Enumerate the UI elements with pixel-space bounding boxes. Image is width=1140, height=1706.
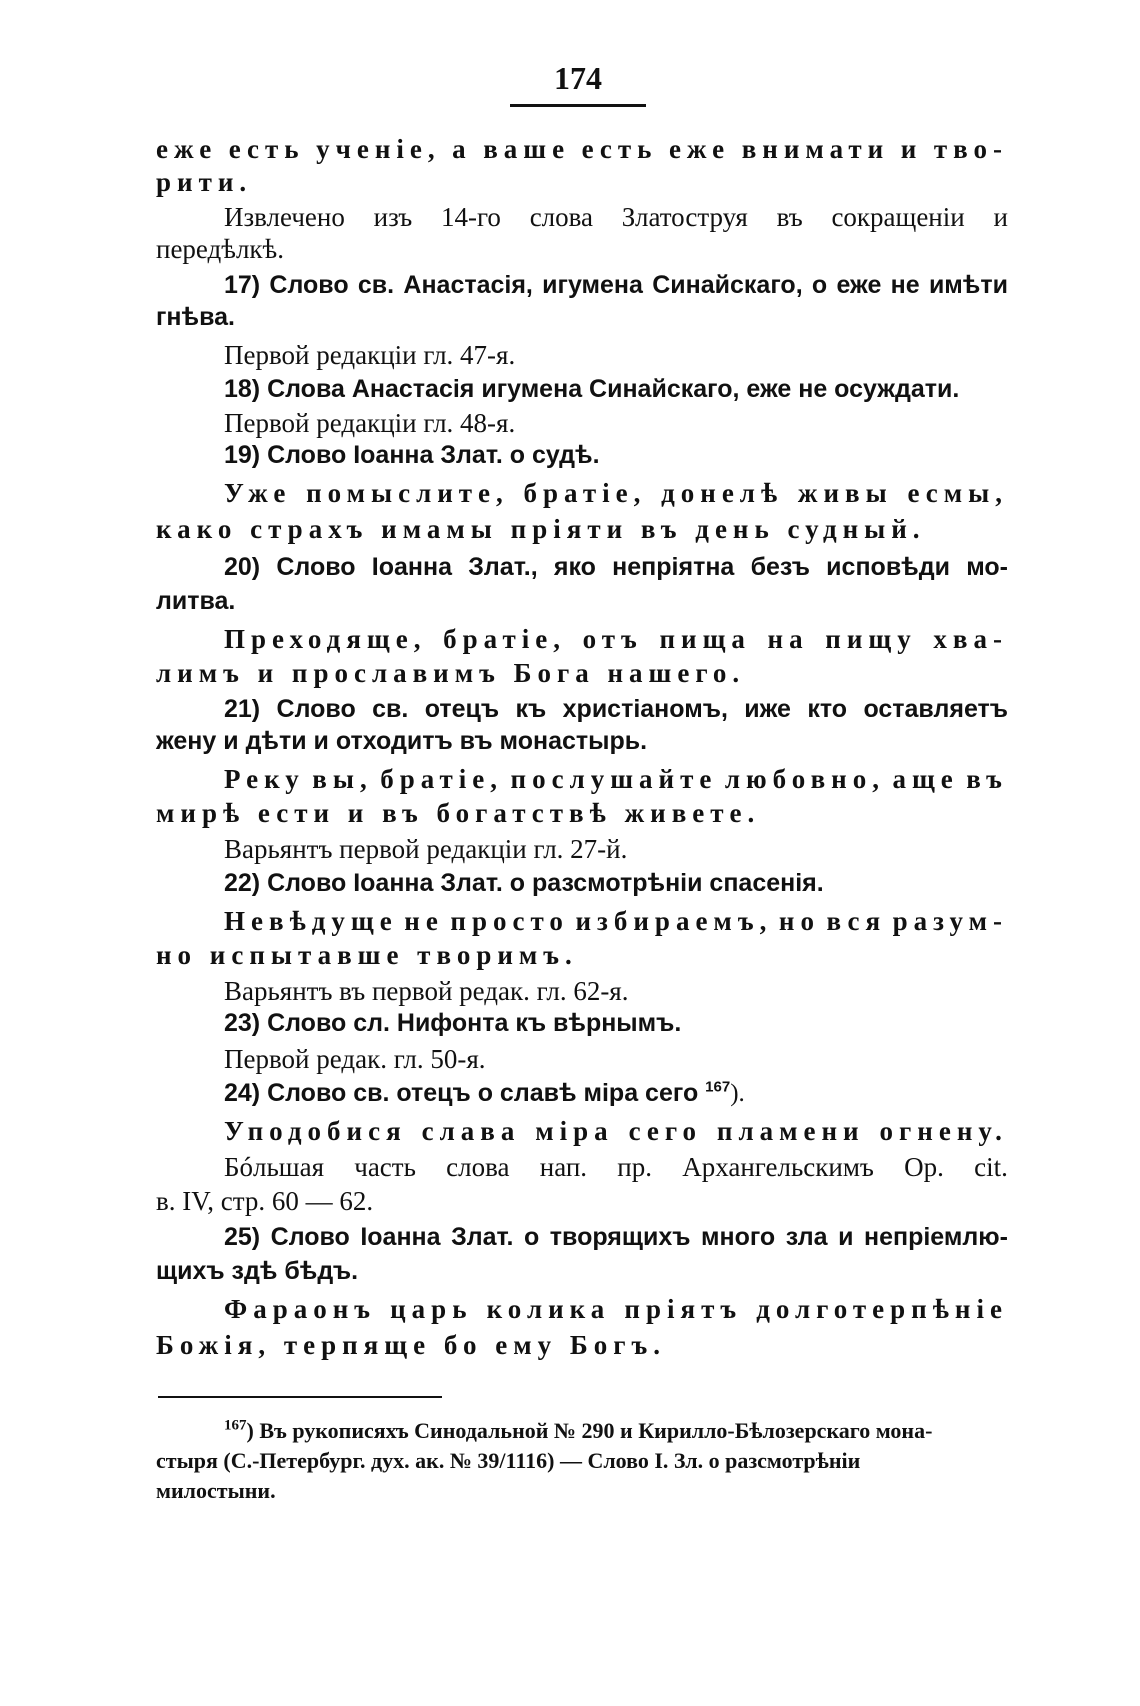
text-line: 20) Слово Іоанна Злат., яко непріятна безъ исповѣди мо-	[224, 553, 1008, 581]
footnote-separator	[158, 1396, 442, 1398]
text-line: Фараонъ царь колика пріятъ долготерпѣніе	[224, 1294, 1008, 1324]
text-line: но испытавше творимъ.	[156, 940, 578, 970]
text-line: Извлечено изъ 14-го слова Златоструя въ сокращеніи и	[224, 202, 1008, 232]
text-line: 25) Слово Іоанна Злат. о творящихъ много зла и непріемлю-	[224, 1223, 1008, 1251]
page-number: 174	[554, 60, 602, 96]
text-line: 17) Слово св. Анастасія, игумена Синайскаго, о еже не имѣти	[224, 271, 1008, 299]
text-line: 19) Слово Іоанна Злат. о судѣ.	[224, 441, 600, 469]
text-line: Первой редакціи гл. 48-я.	[224, 408, 516, 438]
text-line: Преходяще, братіе, отъ пища на пищу хва-	[224, 624, 1008, 654]
text-line: жену и дѣти и отходитъ въ монастырь.	[156, 727, 648, 755]
footnote-reference: 167	[705, 1078, 731, 1096]
text-line: Варьянтъ первой редакціи гл. 27-й.	[224, 834, 628, 864]
text-line: 23) Слово сл. Нифонта къ вѣрнымъ.	[224, 1009, 682, 1037]
text-line: Божія, терпяще бо ему Богъ.	[156, 1330, 666, 1360]
text-line: како страхъ имамы пріяти въ день судный.	[156, 514, 926, 544]
text-line: Уподобися слава міра сего пламени огнену.	[224, 1116, 1008, 1146]
text-line: Бóльшая часть слова нап. пр. Архангельскимъ Op. cit.	[224, 1152, 1008, 1182]
text-line: рити.	[156, 167, 253, 197]
text-line: Невѣдуще не просто избираемъ, но вся разум-	[224, 906, 1008, 936]
text-line: мирѣ ести и въ богатствѣ живете.	[156, 798, 761, 828]
text-line: Варьянтъ въ первой редак. гл. 62-я.	[224, 976, 629, 1006]
text-line: еже есть ученіе, а ваше есть еже внимати и тво-	[156, 134, 1008, 164]
text-line: в. IV, стр. 60 — 62.	[156, 1186, 374, 1216]
text-line: передѣлкѣ.	[156, 234, 284, 264]
text-line: литва.	[156, 587, 236, 615]
text-line: Уже помыслите, братіе, донелѣ живы есмы,	[224, 478, 1008, 508]
page-number-rule	[510, 104, 646, 107]
text-line: 21) Слово св. отецъ къ христіаномъ, иже кто оставляетъ	[224, 695, 1008, 723]
footnote-line-3: милостыни.	[156, 1478, 276, 1503]
footnote-marker: 167	[224, 1417, 247, 1434]
text-line: гнѣва.	[156, 303, 235, 331]
text-line: лимъ и прославимъ Бога нашего.	[156, 658, 746, 688]
text-line: 22) Слово Іоанна Злат. о разсмотрѣніи спасенія.	[224, 869, 824, 897]
text-line: 18) Слова Анастасія игумена Синайскаго, еже не осуждати.	[224, 375, 960, 403]
text-line: 24) Слово св. отецъ о славѣ міра сего $^{167}$).	[224, 1078, 745, 1107]
text-line: Первой редак. гл. 50-я.	[224, 1044, 486, 1074]
footnote-line-2: стыря (С.-Петербург. дух. ак. № 39/1116) — Слово I. Зл. о разсмотрѣніи	[156, 1448, 861, 1473]
text-line: Первой редакціи гл. 47-я.	[224, 340, 516, 370]
footnote-line-1: $^{167}$) Въ рукописяхъ Синодальной № 290 и Кирилло-Бѣлозерскаго мона-	[224, 1417, 933, 1443]
text-line: Реку вы, братіе, послушайте любовно, аще въ	[224, 764, 1008, 794]
text-line: щихъ здѣ бѣдъ.	[156, 1257, 359, 1285]
